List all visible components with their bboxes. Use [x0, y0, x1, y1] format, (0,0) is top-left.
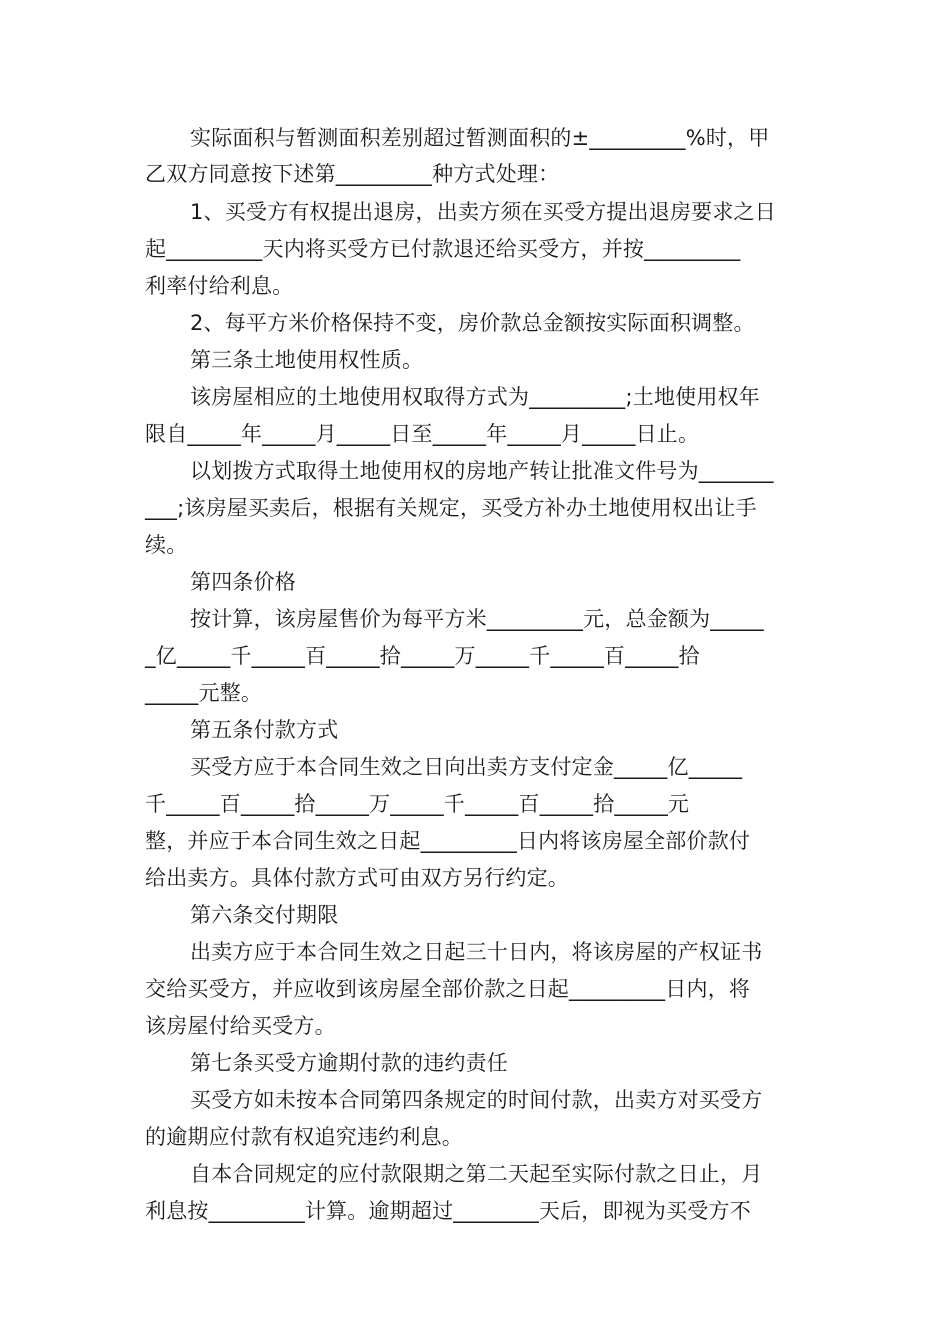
paragraph-line: 交给买受方，并应收到该房屋全部价款之日起_________日内，将	[145, 977, 751, 1001]
section-heading: 第六条交付期限	[190, 903, 339, 927]
paragraph-line: 出卖方应于本合同生效之日起三十日内，将该房屋的产权证书	[190, 940, 763, 964]
paragraph-line: 限自_____年_____月_____日至_____年_____月_____日止。	[145, 422, 700, 446]
paragraph-line: 以划拨方式取得土地使用权的房地产转让批准文件号为_______	[190, 459, 774, 483]
paragraph-line: _亿_____千_____百_____拾_____万_____千_____百_____拾	[145, 644, 700, 668]
paragraph-line: 2、每平方米价格保持不变，房价款总金额按实际面积调整。	[190, 311, 755, 335]
paragraph-line: 起_________天内将买受方已付款退还给买受方，并按_________	[145, 237, 741, 261]
section-heading: 第七条买受方逾期付款的违约责任	[190, 1051, 508, 1075]
paragraph-line: 的逾期应付款有权追究违约利息。	[145, 1125, 463, 1149]
paragraph-line: 自本合同规定的应付款限期之第二天起至实际付款之日止，月	[190, 1162, 763, 1186]
paragraph-line: 续。	[145, 533, 188, 557]
paragraph-line: 乙双方同意按下述第_________种方式处理：	[145, 162, 560, 186]
paragraph-line: 整，并应于本合同生效之日起_________日内将该房屋全部价款付	[145, 829, 751, 853]
section-heading: 第四条价格	[190, 570, 296, 594]
paragraph-line: 实际面积与暂测面积差别超过暂测面积的±_________%时，甲	[190, 126, 770, 150]
paragraph-line: 买受方应于本合同生效之日向出卖方支付定金_____亿_____	[190, 755, 743, 779]
paragraph-line: ___;该房屋买卖后，根据有关规定，买受方补办土地使用权出让手	[145, 496, 757, 520]
paragraph-line: 按计算，该房屋售价为每平方米_________元，总金额为_____	[190, 607, 764, 631]
paragraph-line: 该房屋付给买受方。	[145, 1014, 336, 1038]
paragraph-line: 利率付给利息。	[145, 274, 294, 298]
paragraph-line: 给出卖方。具体付款方式可由双方另行约定。	[145, 866, 569, 890]
section-heading: 第三条土地使用权性质。	[190, 348, 424, 372]
section-heading: 第五条付款方式	[190, 718, 339, 742]
paragraph-line: 利息按_________计算。逾期超过________天后，即视为买受方不	[145, 1199, 751, 1223]
paragraph-line: 买受方如未按本合同第四条规定的时间付款，出卖方对买受方	[190, 1088, 763, 1112]
paragraph-line: _____元整。	[145, 681, 263, 705]
paragraph-line: 1、买受方有权提出退房，出卖方须在买受方提出退房要求之日	[190, 200, 776, 224]
paragraph-line: 该房屋相应的土地使用权取得方式为_________;土地使用权年	[190, 385, 760, 409]
paragraph-line: 千_____百_____拾_____万_____千_____百_____拾_____元	[145, 792, 690, 816]
